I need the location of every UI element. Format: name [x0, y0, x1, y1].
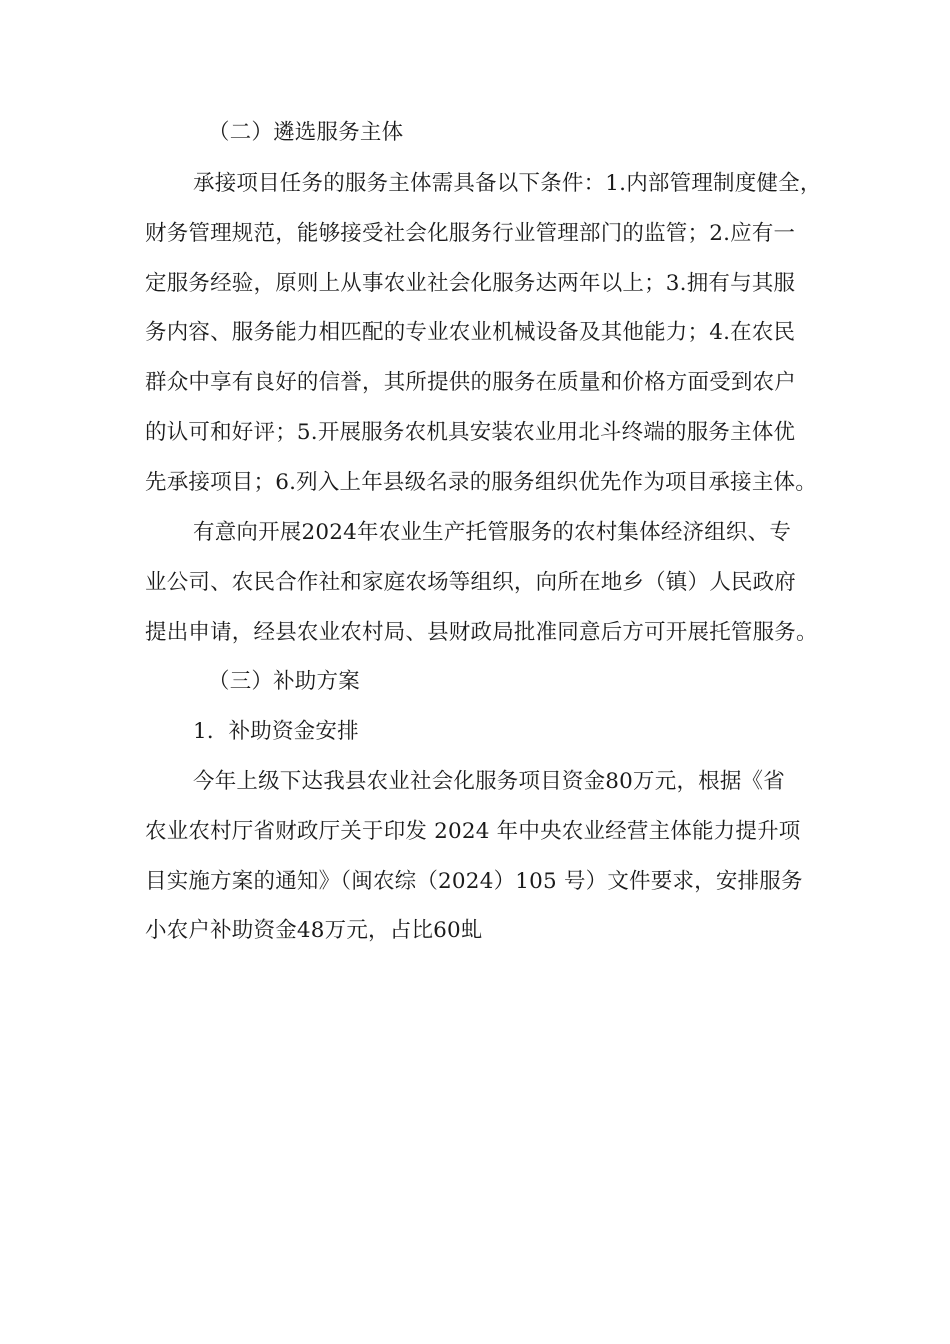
paragraph-line: 群众中享有良好的信誉，其所提供的服务在质量和价格方面受到农户	[145, 370, 797, 395]
paragraph-line: 今年上级下达我县农业社会化服务项目资金80万元，根据《省	[193, 769, 785, 794]
paragraph-line: 业公司、农民合作社和家庭农场等组织，向所在地乡（镇）人民政府	[145, 570, 797, 595]
paragraph-line: 先承接项目；6.列入上年县级名录的服务组织优先作为项目承接主体。	[145, 470, 817, 495]
section-heading-3: （三）补助方案	[208, 669, 360, 694]
paragraph-line: 农业农村厅省财政厅关于印发 2024 年中央农业经营主体能力提升项	[145, 819, 801, 844]
paragraph-line: 有意向开展2024年农业生产托管服务的农村集体经济组织、专	[193, 520, 792, 545]
paragraph-line: 小农户补助资金48万元，占比60虬	[145, 918, 483, 943]
paragraph-line: 的认可和好评；5.开展服务农机具安装农业用北斗终端的服务主体优	[145, 420, 796, 445]
paragraph-line: 财务管理规范，能够接受社会化服务行业管理部门的监管；2.应有一	[145, 221, 796, 246]
paragraph-line: 目实施方案的通知》（闽农综（2024）105 号）文件要求，安排服务	[145, 869, 803, 894]
paragraph-line: 务内容、服务能力相匹配的专业农业机械设备及其他能力；4.在农民	[145, 320, 796, 345]
paragraph-line: 定服务经验，原则上从事农业社会化服务达两年以上；3.拥有与其服	[145, 271, 796, 296]
section-heading-2: （二）遴选服务主体	[208, 120, 404, 145]
paragraph-line: 承接项目任务的服务主体需具备以下条件：1.内部管理制度健全，	[193, 171, 822, 196]
subheading-1: 1．补助资金安排	[193, 719, 359, 744]
paragraph-line: 提出申请，经县农业农村局、县财政局批准同意后方可开展托管服务。	[145, 620, 818, 645]
